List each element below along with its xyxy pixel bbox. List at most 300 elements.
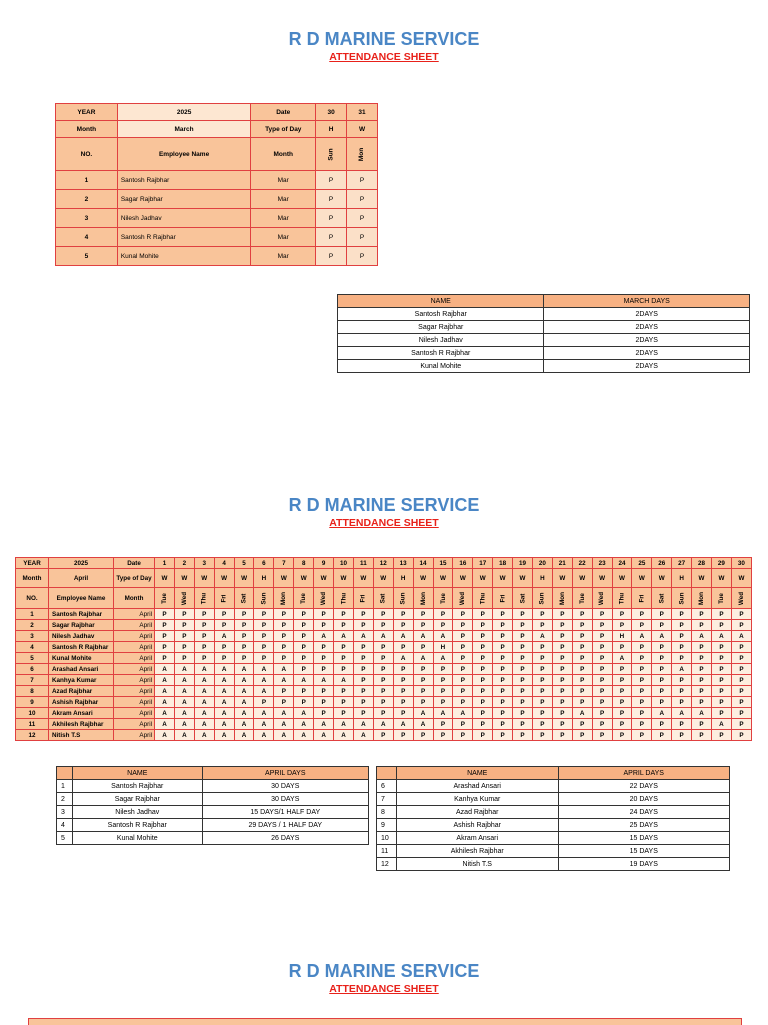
attendance-mark: P — [433, 620, 453, 631]
attendance-mark: P — [493, 686, 513, 697]
attendance-mark: A — [214, 730, 234, 741]
attendance-mark: P — [334, 642, 354, 653]
attendance-mark: H — [433, 642, 453, 653]
april-attendance-table — [15, 557, 752, 741]
attendance-mark: P — [572, 620, 592, 631]
summary-row — [377, 780, 730, 793]
attendance-mark: A — [314, 719, 334, 730]
attendance-mark: A — [194, 664, 214, 675]
employee-name: Arashad Ansari — [49, 664, 114, 675]
weekday-cell: Sun — [393, 588, 413, 609]
weekday-cell: Tue — [711, 588, 731, 609]
page-title-2: R D MARINE SERVICE — [288, 495, 480, 515]
attendance-mark: P — [672, 730, 692, 741]
weekday-cell: Sat — [234, 588, 254, 609]
type-cell: W — [572, 569, 592, 588]
attendance-mark: P — [692, 609, 712, 620]
type-cell: H — [532, 569, 552, 588]
attendance-mark: P — [433, 675, 453, 686]
date-cell: 15 — [433, 558, 453, 569]
attendance-mark: P — [652, 730, 672, 741]
employee-name: Nitish T.S — [49, 730, 114, 741]
attendance-mark: P — [373, 708, 393, 719]
employee-name-header: Employee Name — [117, 138, 251, 171]
attendance-mark: P — [473, 708, 493, 719]
attendance-mark: P — [731, 697, 751, 708]
attendance-mark: P — [393, 697, 413, 708]
attendance-mark: A — [373, 631, 393, 642]
weekday-cell: Wed — [314, 588, 334, 609]
attendance-mark: P — [453, 697, 473, 708]
days-header: APRIL DAYS — [202, 767, 368, 780]
attendance-mark: A — [294, 730, 314, 741]
page-subtitle-2: ATTENDANCE SHEET — [329, 517, 439, 529]
attendance-mark: P — [711, 620, 731, 631]
attendance-mark: P — [353, 653, 373, 664]
attendance-mark: P — [652, 697, 672, 708]
employee-name: Santosh R Rajbhar — [72, 819, 202, 832]
attendance-mark: A — [274, 675, 294, 686]
attendance-mark: P — [552, 719, 572, 730]
attendance-mark: P — [473, 719, 493, 730]
attendance-mark: P — [731, 620, 751, 631]
summary-row — [57, 819, 369, 832]
attendance-mark: P — [155, 609, 175, 620]
attendance-mark: P — [652, 675, 672, 686]
attendance-mark: P — [316, 209, 347, 228]
date-cell: 12 — [373, 558, 393, 569]
attendance-mark: P — [453, 609, 473, 620]
month-cell: April — [114, 664, 155, 675]
row-number: 5 — [57, 832, 73, 845]
attendance-mark: P — [513, 642, 533, 653]
attendance-mark: P — [433, 730, 453, 741]
attendance-mark: P — [692, 664, 712, 675]
attendance-mark: P — [274, 653, 294, 664]
attendance-mark: P — [513, 708, 533, 719]
days-value: 15 DAYS — [558, 845, 730, 858]
summary-row — [338, 308, 750, 321]
attendance-mark: P — [632, 686, 652, 697]
attendance-mark: P — [612, 719, 632, 730]
attendance-mark: P — [473, 686, 493, 697]
summary-row — [57, 793, 369, 806]
attendance-mark: P — [254, 631, 274, 642]
attendance-mark: A — [174, 719, 194, 730]
attendance-mark: P — [532, 675, 552, 686]
days-value: 2DAYS — [544, 347, 750, 360]
type-cell: W — [652, 569, 672, 588]
attendance-mark: H — [612, 631, 632, 642]
row-number: 11 — [377, 845, 397, 858]
attendance-mark: A — [373, 719, 393, 730]
date-cell: 4 — [214, 558, 234, 569]
days-value: 26 DAYS — [202, 832, 368, 845]
attendance-mark: P — [731, 609, 751, 620]
attendance-mark: P — [532, 697, 552, 708]
date-cell: 10 — [334, 558, 354, 569]
employee-name: Kunal Mohite — [338, 360, 544, 373]
attendance-mark: A — [194, 719, 214, 730]
attendance-mark: A — [532, 631, 552, 642]
attendance-mark: P — [711, 609, 731, 620]
summary-row — [377, 806, 730, 819]
attendance-mark: P — [572, 719, 592, 730]
attendance-mark: P — [572, 730, 592, 741]
attendance-mark: P — [314, 609, 334, 620]
row-number: 7 — [377, 793, 397, 806]
attendance-mark: A — [194, 675, 214, 686]
type-cell: H — [672, 569, 692, 588]
attendance-mark: P — [513, 609, 533, 620]
employee-name: Santosh R Rajbhar — [338, 347, 544, 360]
page-title-3: R D MARINE SERVICE — [288, 961, 480, 981]
row-number: 10 — [16, 708, 49, 719]
attendance-mark: P — [493, 730, 513, 741]
type-cell: W — [314, 569, 334, 588]
attendance-mark: P — [453, 686, 473, 697]
table-row — [16, 664, 752, 675]
attendance-mark: P — [493, 653, 513, 664]
attendance-mark: A — [254, 664, 274, 675]
attendance-mark: A — [572, 708, 592, 719]
attendance-mark: P — [353, 664, 373, 675]
attendance-mark: P — [731, 719, 751, 730]
days-value: 15 DAYS/1 HALF DAY — [202, 806, 368, 819]
march-attendance-table — [55, 103, 378, 266]
march-summary-table — [337, 294, 750, 373]
attendance-mark: P — [393, 620, 413, 631]
attendance-mark: P — [194, 653, 214, 664]
attendance-mark: P — [453, 631, 473, 642]
attendance-mark: P — [194, 642, 214, 653]
no-header: NO. — [16, 588, 49, 609]
employee-name: Nilesh Jadhav — [338, 334, 544, 347]
employee-name: Sagar Rajbhar — [49, 620, 114, 631]
attendance-mark: A — [413, 719, 433, 730]
attendance-mark: A — [334, 719, 354, 730]
date-cell: 19 — [513, 558, 533, 569]
attendance-mark: P — [393, 686, 413, 697]
attendance-mark: P — [294, 653, 314, 664]
attendance-mark: P — [513, 719, 533, 730]
attendance-mark: A — [234, 719, 254, 730]
attendance-mark: P — [493, 609, 513, 620]
attendance-mark: P — [453, 653, 473, 664]
attendance-mark: P — [731, 708, 751, 719]
attendance-mark: P — [316, 190, 347, 209]
attendance-mark: P — [373, 697, 393, 708]
row-number: 7 — [16, 675, 49, 686]
attendance-mark: A — [155, 675, 175, 686]
month-label: Month — [16, 569, 49, 588]
days-value: 15 DAYS — [558, 832, 730, 845]
type-cell: H — [393, 569, 413, 588]
type-cell: W — [413, 569, 433, 588]
date-cell: 30 — [731, 558, 751, 569]
attendance-mark: P — [532, 642, 552, 653]
attendance-mark: A — [652, 631, 672, 642]
attendance-mark: A — [353, 719, 373, 730]
attendance-mark: P — [234, 620, 254, 631]
summary-row — [57, 832, 369, 845]
date-cell: 22 — [572, 558, 592, 569]
attendance-mark: P — [652, 686, 672, 697]
attendance-mark: P — [294, 609, 314, 620]
attendance-mark: A — [393, 719, 413, 730]
type-cell: W — [433, 569, 453, 588]
attendance-mark: P — [294, 642, 314, 653]
weekday-cell: Mon — [274, 588, 294, 609]
attendance-mark: A — [234, 697, 254, 708]
attendance-mark: P — [473, 697, 493, 708]
attendance-mark: P — [314, 686, 334, 697]
days-value: 19 DAYS — [558, 858, 730, 871]
table-row — [16, 620, 752, 631]
row-number: 1 — [56, 171, 118, 190]
row-number: 6 — [16, 664, 49, 675]
attendance-mark: P — [433, 609, 453, 620]
row-number: 1 — [57, 780, 73, 793]
attendance-mark: P — [592, 642, 612, 653]
attendance-mark: A — [314, 675, 334, 686]
days-value: 2DAYS — [544, 321, 750, 334]
days-value: 20 DAYS — [558, 793, 730, 806]
attendance-mark: P — [632, 620, 652, 631]
days-value: 30 DAYS — [202, 780, 368, 793]
attendance-mark: P — [473, 675, 493, 686]
attendance-mark: P — [632, 675, 652, 686]
summary-row — [338, 334, 750, 347]
attendance-mark: P — [274, 620, 294, 631]
attendance-mark: P — [612, 609, 632, 620]
attendance-mark: P — [453, 719, 473, 730]
attendance-mark: A — [612, 653, 632, 664]
attendance-mark: P — [373, 730, 393, 741]
attendance-mark: P — [373, 609, 393, 620]
row-number: 2 — [57, 793, 73, 806]
table-row — [16, 609, 752, 620]
attendance-mark: A — [274, 719, 294, 730]
attendance-mark: P — [234, 631, 254, 642]
date-cell: 26 — [652, 558, 672, 569]
type-cell: W — [592, 569, 612, 588]
attendance-mark: P — [413, 686, 433, 697]
attendance-mark: P — [612, 686, 632, 697]
year-label: YEAR — [16, 558, 49, 569]
weekday-cell: Wed — [453, 588, 473, 609]
employee-name: Santosh Rajbhar — [49, 609, 114, 620]
table-row — [16, 675, 752, 686]
employee-name: Akhilesh Rajbhar — [396, 845, 558, 858]
attendance-mark: P — [493, 620, 513, 631]
month-cell: April — [114, 719, 155, 730]
attendance-mark: A — [294, 719, 314, 730]
attendance-mark: P — [652, 653, 672, 664]
attendance-mark: P — [155, 642, 175, 653]
weekday-cell: Sat — [513, 588, 533, 609]
date-cell: 28 — [692, 558, 712, 569]
attendance-mark: P — [316, 171, 347, 190]
attendance-mark: A — [692, 708, 712, 719]
row-number: 4 — [57, 819, 73, 832]
summary-row — [377, 845, 730, 858]
table-row — [16, 642, 752, 653]
month-cell: April — [114, 642, 155, 653]
attendance-mark: P — [353, 620, 373, 631]
attendance-mark: A — [314, 730, 334, 741]
attendance-mark: A — [194, 708, 214, 719]
attendance-mark: P — [433, 686, 453, 697]
attendance-mark: P — [552, 642, 572, 653]
attendance-mark: P — [552, 697, 572, 708]
page-title-1: R D MARINE SERVICE — [288, 29, 480, 49]
days-value: 22 DAYS — [558, 780, 730, 793]
attendance-mark: P — [612, 697, 632, 708]
attendance-mark: A — [155, 697, 175, 708]
row-number: 10 — [377, 832, 397, 845]
attendance-mark: P — [353, 642, 373, 653]
weekday-cell: Sat — [373, 588, 393, 609]
table-row — [16, 730, 752, 741]
date-cell: 20 — [532, 558, 552, 569]
attendance-mark: P — [612, 708, 632, 719]
weekday-cell: Mon — [413, 588, 433, 609]
employee-name: Santosh Rajbhar — [72, 780, 202, 793]
attendance-mark: A — [274, 664, 294, 675]
date-cell: 8 — [294, 558, 314, 569]
attendance-mark: A — [413, 631, 433, 642]
attendance-mark: P — [572, 664, 592, 675]
type-cell: W — [453, 569, 473, 588]
attendance-mark: A — [254, 730, 274, 741]
type-cell: W — [692, 569, 712, 588]
month-cell: April — [114, 631, 155, 642]
row-number: 8 — [16, 686, 49, 697]
attendance-mark: A — [413, 653, 433, 664]
type-cell: W — [334, 569, 354, 588]
attendance-mark: A — [334, 730, 354, 741]
weekday-cell: Mon — [347, 138, 378, 171]
type-cell: W — [194, 569, 214, 588]
attendance-mark: P — [632, 664, 652, 675]
weekday-cell: Sat — [652, 588, 672, 609]
attendance-mark: P — [592, 664, 612, 675]
date-cell: 25 — [632, 558, 652, 569]
attendance-mark: P — [347, 190, 378, 209]
row-number: 4 — [16, 642, 49, 653]
attendance-mark: P — [334, 653, 354, 664]
month-cell: April — [114, 697, 155, 708]
attendance-mark: P — [692, 642, 712, 653]
attendance-mark: A — [393, 631, 413, 642]
month-cell: Mar — [251, 247, 316, 266]
month-cell: April — [114, 686, 155, 697]
attendance-mark: P — [652, 609, 672, 620]
attendance-mark: A — [274, 730, 294, 741]
attendance-mark: P — [632, 719, 652, 730]
attendance-mark: P — [552, 675, 572, 686]
attendance-mark: P — [632, 642, 652, 653]
attendance-mark: P — [274, 697, 294, 708]
month-cell: Mar — [251, 171, 316, 190]
weekday-cell: Fri — [214, 588, 234, 609]
attendance-mark: P — [473, 642, 493, 653]
type-of-day-label: Type of Day — [114, 569, 155, 588]
attendance-mark: A — [234, 664, 254, 675]
attendance-mark: P — [413, 675, 433, 686]
weekday-cell: Tue — [155, 588, 175, 609]
attendance-mark: P — [532, 653, 552, 664]
date-cell: 6 — [254, 558, 274, 569]
attendance-mark: P — [493, 708, 513, 719]
attendance-mark: A — [155, 730, 175, 741]
days-value: 24 DAYS — [558, 806, 730, 819]
row-number: 12 — [377, 858, 397, 871]
date-cell: 23 — [592, 558, 612, 569]
days-value: 25 DAYS — [558, 819, 730, 832]
attendance-mark: P — [294, 631, 314, 642]
attendance-mark: P — [393, 730, 413, 741]
month-cell: Mar — [251, 190, 316, 209]
attendance-mark: A — [174, 708, 194, 719]
attendance-mark: P — [254, 620, 274, 631]
attendance-mark: P — [711, 653, 731, 664]
attendance-mark: P — [652, 664, 672, 675]
attendance-mark: P — [373, 664, 393, 675]
attendance-mark: P — [672, 631, 692, 642]
attendance-mark: P — [334, 697, 354, 708]
attendance-mark: P — [592, 708, 612, 719]
attendance-mark: A — [174, 697, 194, 708]
attendance-mark: P — [274, 631, 294, 642]
weekday-cell: Tue — [433, 588, 453, 609]
attendance-mark: A — [672, 664, 692, 675]
attendance-mark: P — [592, 620, 612, 631]
attendance-mark: A — [174, 675, 194, 686]
attendance-mark: P — [393, 708, 413, 719]
attendance-mark: P — [493, 697, 513, 708]
attendance-mark: P — [314, 697, 334, 708]
attendance-mark: A — [433, 653, 453, 664]
attendance-mark: P — [174, 609, 194, 620]
weekday-cell: Fri — [493, 588, 513, 609]
employee-name: Akram Ansari — [49, 708, 114, 719]
attendance-mark: P — [513, 631, 533, 642]
attendance-mark: P — [155, 653, 175, 664]
attendance-mark: P — [731, 675, 751, 686]
month-cell: Mar — [251, 228, 316, 247]
attendance-mark: A — [672, 708, 692, 719]
employee-name: Ashish Rajbhar — [396, 819, 558, 832]
attendance-mark: A — [214, 664, 234, 675]
attendance-mark: P — [592, 675, 612, 686]
type-cell: W — [731, 569, 751, 588]
attendance-mark: P — [294, 664, 314, 675]
summary-row — [377, 793, 730, 806]
attendance-mark: A — [234, 730, 254, 741]
date-cell: 21 — [552, 558, 572, 569]
employee-name: Santosh Rajbhar — [117, 171, 251, 190]
type-cell: W — [174, 569, 194, 588]
employee-name: Sagar Rajbhar — [72, 793, 202, 806]
attendance-mark: P — [314, 708, 334, 719]
weekday-cell: Sun — [672, 588, 692, 609]
attendance-mark: P — [413, 664, 433, 675]
type-cell: W — [155, 569, 175, 588]
weekday-cell: Mon — [692, 588, 712, 609]
employee-name: Kunal Mohite — [49, 653, 114, 664]
